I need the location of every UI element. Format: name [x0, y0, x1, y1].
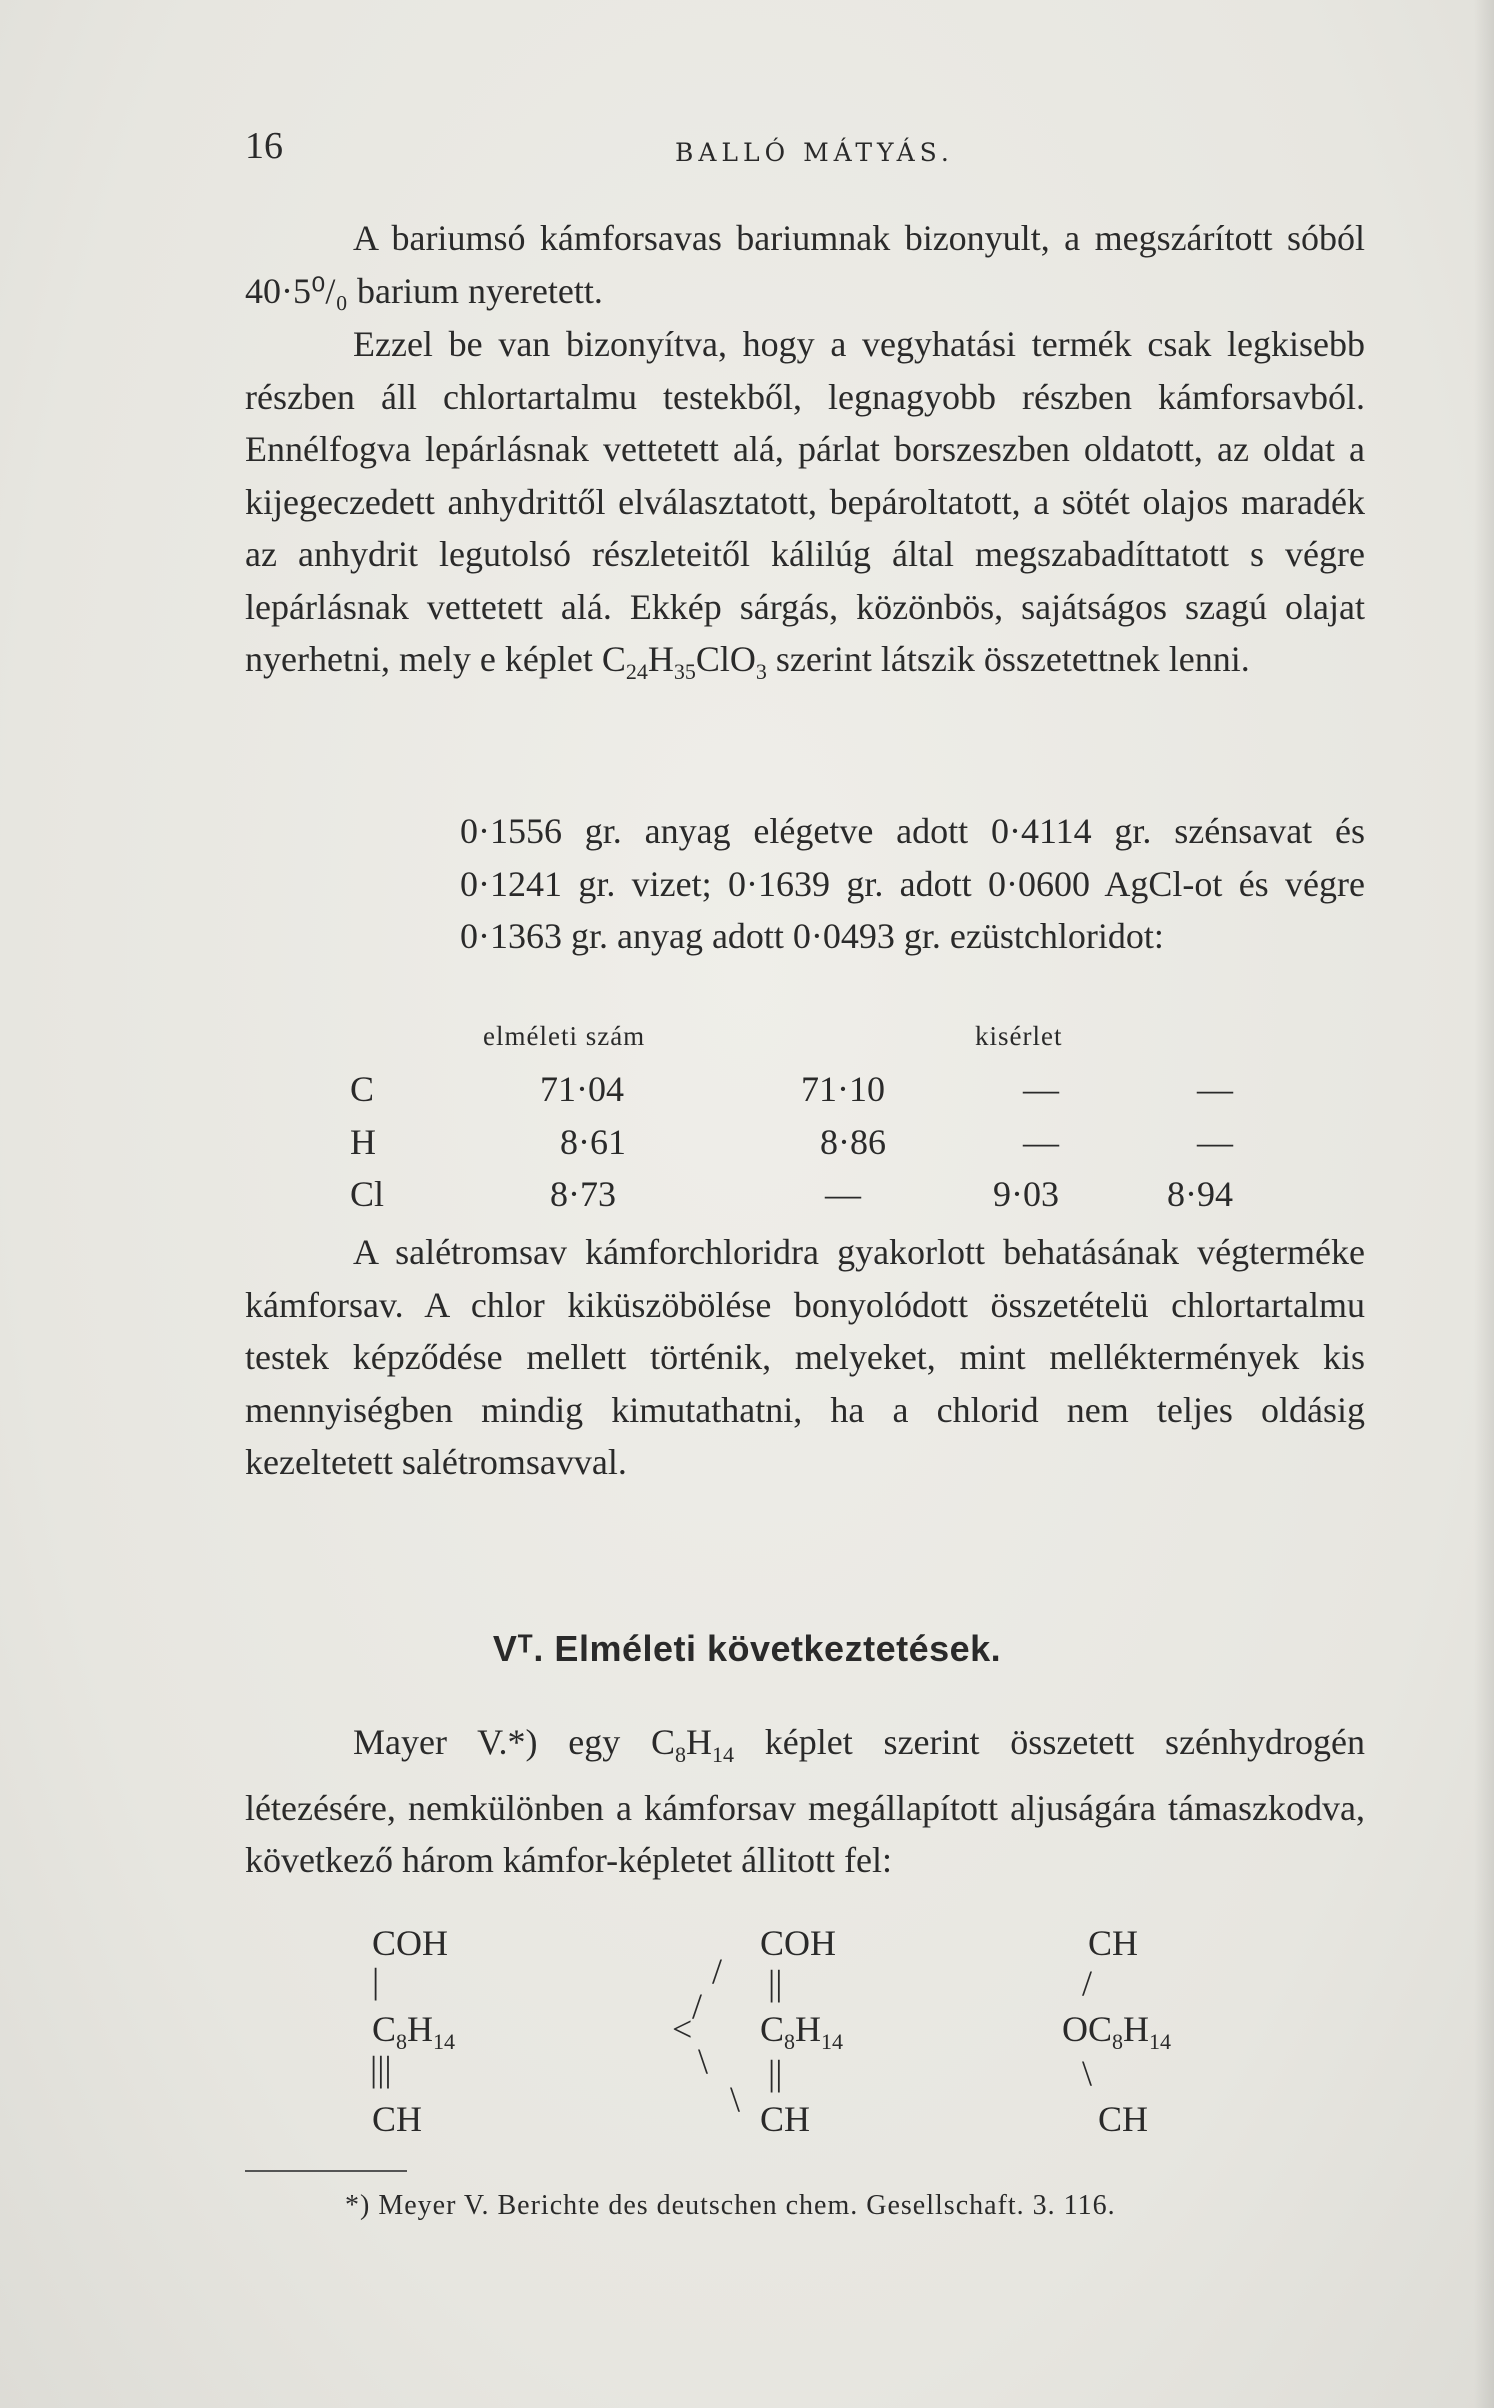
table-cell-exp1: 71·10 — [801, 1069, 885, 1109]
paragraph-mayer — [245, 1716, 1365, 1887]
page-edge-shadow — [1474, 0, 1494, 2408]
table-cell-element: C — [350, 1069, 375, 1109]
table-cell-element: Cl — [350, 1174, 385, 1214]
table-cell-exp1: — — [825, 1174, 861, 1214]
structure-2-slash: / — [692, 1986, 703, 2026]
formula-part: H — [647, 639, 674, 679]
structure-2-top: COH — [760, 1923, 837, 1963]
footnote: *) Meyer V. Berichte des deutschen chem. Gesellschaft. 3. 116. — [345, 2190, 1116, 2221]
paragraph-mayer-end: képlet szerint összetett szénhydrogén létezésére, nemkülönben a kámforsav megállapított aljuságára támaszkodva, következő három kámfor-képletet állitott fel: — [245, 1722, 1365, 1881]
structure-1-bottom: CH — [372, 2099, 423, 2139]
table-cell-exp2: — — [1023, 1122, 1059, 1162]
section-title: Vᵀ. Elméleti következtetések. — [492, 1628, 1002, 1669]
formula-part: OC — [1062, 2009, 1113, 2049]
table-cell-exp3: — — [1197, 1069, 1233, 1109]
subscript: 8 — [1112, 2029, 1124, 2055]
formula-part: ClO — [695, 639, 756, 679]
table-cell-exp3: — — [1197, 1122, 1233, 1162]
table-cell-exp3: 8·94 — [1167, 1174, 1233, 1214]
page-header — [245, 124, 1365, 174]
table-cell-exp2: — — [1023, 1069, 1059, 1109]
table-cell-theory: 71·04 — [540, 1069, 624, 1109]
formula-part: H — [795, 2009, 822, 2049]
paragraph-barium-salt: A bariumsó kámforsavas bariumnak bizonyult, a megszárított sóból 40·5⁰/₀ barium nyeretett. — [245, 218, 1365, 311]
structure-2-double-bond: || — [768, 2053, 783, 2093]
paragraph-mayer-text: Mayer V.*) egy C — [353, 1722, 676, 1762]
subscript: 8 — [784, 2029, 796, 2055]
formula-part: H — [686, 1722, 713, 1762]
structure-2-backslash: \ — [730, 2079, 741, 2119]
formula-part: C — [760, 2009, 785, 2049]
paragraph-distillation — [245, 318, 1365, 699]
structure-2-middle — [760, 2008, 843, 2055]
footnote-rule — [245, 2170, 407, 2172]
formula-part: H — [1123, 2009, 1150, 2049]
subscript: 14 — [712, 1742, 735, 1768]
paragraph-distillation-text: Ezzel be van bizonyítva, hogy a vegyhatási termék csak legkisebb részben áll chlortartalmu testekből, legnagyobb részben kámforsavból. Ennélfogva lepárlásnak vettetett alá, párlat borszeszben oldatott, az oldat a kijegeczedett anhydrittől elválasztatott, bepároltatott, a sötét olajos maradék az anhydrit legutolsó részleteitől kálilúg által megszabadíttatott s végre lepárlásnak vettetett alá. Ekkép sárgás, közönbös, sajátságos szagú olajat nyerhetni, mely e képlet C — [245, 324, 1365, 679]
structure-3-top: CH — [1088, 1923, 1139, 1963]
subscript: 14 — [1149, 2029, 1172, 2055]
paragraph-nitric-acid: A salétromsav kámforchloridra gyakorlott behatásának végterméke kámforsav. A chlor kiküszöbölése bonyolódott összetételü chlortartalmu testek képződése mellett történik, melyeket, mint melléktermények kis mennyiségben mindig kimutathatni, ha a chlorid nem teljes oldásig kezeltetett salétromsavval. — [245, 1232, 1365, 1482]
structure-3-backslash: \ — [1082, 2053, 1093, 2093]
table-header-theory: elméleti szám — [483, 1021, 646, 1051]
paragraph-analysis: 0·1556 gr. anyag elégetve adott 0·4114 gr. szénsavat és 0·1241 gr. vizet; 0·1639 gr. adott 0·0600 AgCl-ot és végre 0·1363 gr. anyag adott 0·0493 gr. ezüstchloridot: — [460, 811, 1365, 956]
paragraph-distillation-end: szerint látszik összetettnek lenni. — [766, 639, 1250, 679]
table-cell-theory: 8·61 — [560, 1122, 626, 1162]
subscript: 3 — [755, 659, 767, 685]
structure-2-backslash: \ — [698, 2041, 709, 2081]
formula-part: C — [372, 2009, 397, 2049]
structure-3-bottom: CH — [1098, 2099, 1149, 2139]
table-header-experiment: kisérlet — [975, 1021, 1063, 1051]
running-head: BALLÓ MÁTYÁS. — [675, 138, 954, 167]
structure-3-slash: / — [1082, 1963, 1093, 2003]
structure-1-single-bond: | — [372, 1961, 380, 2001]
table-cell-exp1: 8·86 — [820, 1122, 886, 1162]
subscript: 14 — [433, 2029, 456, 2055]
page-number: 16 — [245, 125, 283, 167]
subscript: 35 — [673, 659, 696, 685]
subscript: 8 — [675, 1742, 687, 1768]
structure-2-bottom: CH — [760, 2099, 811, 2139]
subscript: 14 — [821, 2029, 844, 2055]
formula-part: H — [407, 2009, 434, 2049]
structure-2-angle: < — [672, 2009, 693, 2049]
structure-3-middle — [1062, 2008, 1171, 2055]
structure-1-top: COH — [372, 1923, 449, 1963]
structure-2-double-bond: || — [768, 1963, 783, 2003]
table-cell-element: H — [350, 1122, 376, 1162]
subscript: 24 — [625, 659, 648, 685]
structure-1-triple-bond: ||| — [370, 2049, 392, 2089]
table-cell-theory: 8·73 — [550, 1174, 616, 1214]
table-cell-exp2: 9·03 — [993, 1174, 1059, 1214]
subscript: 8 — [396, 2029, 408, 2055]
structure-2-slash: / — [712, 1951, 723, 1991]
